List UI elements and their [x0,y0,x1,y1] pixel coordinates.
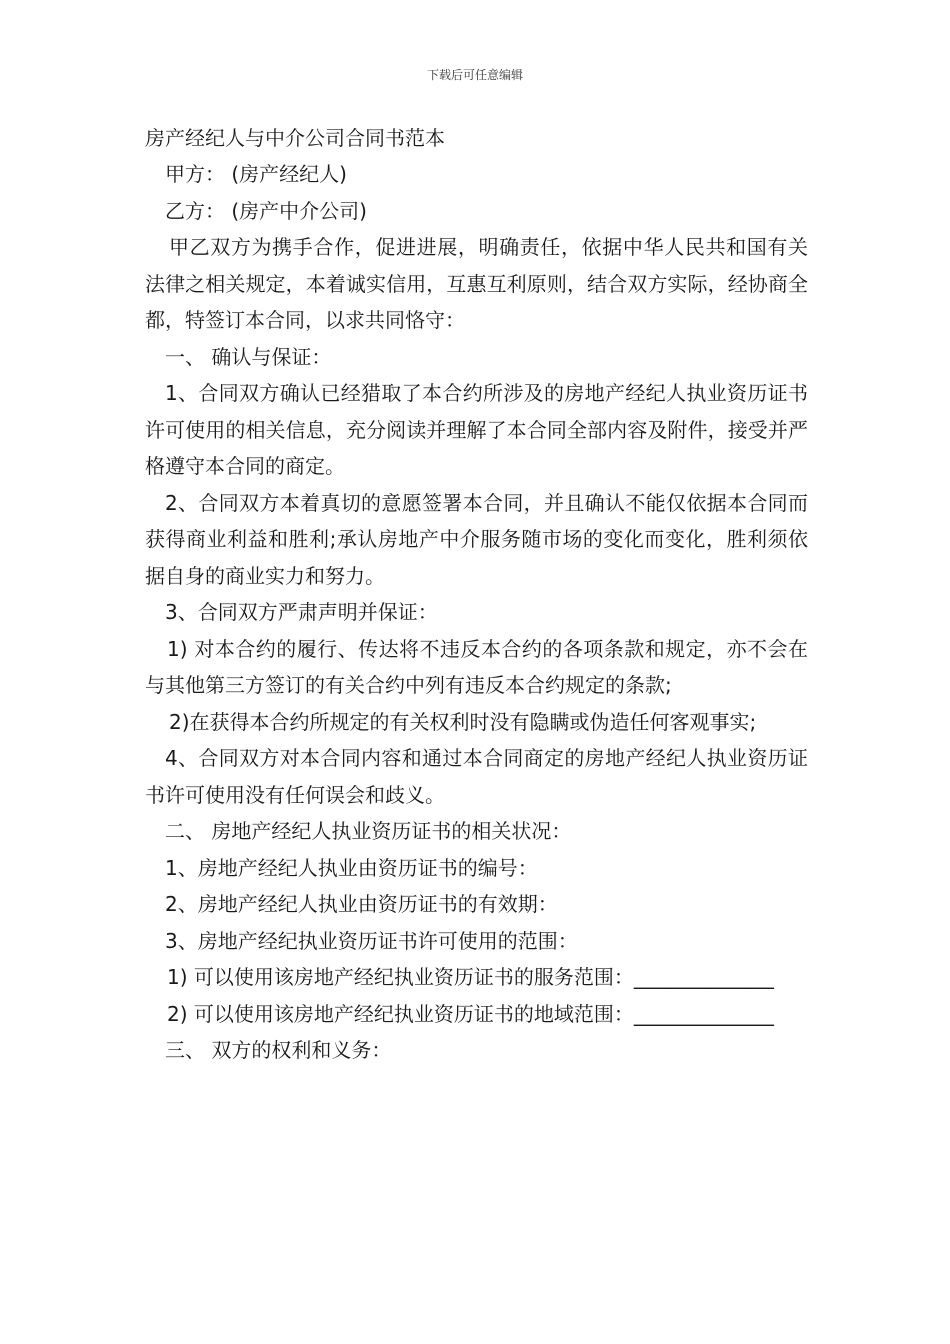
section-1-item-1: 1、合同双方确认已经猎取了本合约所涉及的房地产经纪人执业资历证书许可使用的相关信息，充分阅读并理解了本合同全部内容及附件，接受并严格遵守本合同的商定。 [145,381,808,478]
section-2-item-2: 2、房地产经纪人执业由资历证书的有效期： [165,892,558,916]
section-1-item-3-2: 2)在获得本合约所规定的有关权利时没有隐瞒或伪造任何客观事实; [169,709,757,734]
section-2-item-3-2: 2) 可以使用该房地产经纪执业资历证书的地域范围：______________ [167,1001,774,1026]
section-2-heading: 二、 房地产经纪人执业资历证书的相关状况： [165,819,572,843]
section-1-heading: 一、 确认与保证： [165,344,332,369]
section-2-item-3-1: 1) 可以使用该房地产经纪执业资历证书的服务范围：______________ [167,965,774,989]
section-1-item-2: 2、合同双方本着真切的意愿签署本合同，并且确认不能仅依据本合同而获得商业利益和胜利;承认房地产中介服务随市场的变化而变化，胜利须依据自身的商业实力和努力。 [145,490,808,588]
section-1-item-4: 4、合同双方对本合同内容和通过本合同商定的房地产经纪人执业资历证书许可使用没有任何误会和歧义。 [145,746,808,807]
page-header-note: 下载后可任意编辑 [426,68,523,82]
party-a-line: 甲方： (房产经纪人) [165,162,347,186]
document-body [145,120,808,1069]
section-1-item-3-1: 1) 对本合约的履行、传达将不违反本合约的各项条款和规定，亦不会在与其他第三方签订的有关合约中列有违反本合约规定的条款; [145,636,808,697]
section-3-heading: 三、 双方的权利和义务： [165,1038,392,1062]
party-b-line: 乙方： (房产中介公司) [165,198,367,223]
intro-paragraph: 甲乙双方为携手合作，促进进展，明确责任，依据中华人民共和国有关法律之相关规定，本着诚实信用，互惠互利原则，结合双方实际，经协商全都，特签订本合同，以求共同恪守： [145,235,808,332]
section-1-item-3: 3、合同双方严肃声明并保证： [165,600,438,624]
section-2-item-3: 3、房地产经纪执业资历证书许可使用的范围： [165,928,578,953]
section-2-item-1: 1、房地产经纪人执业由资历证书的编号： [165,855,538,880]
document-title: 房产经纪人与中介公司合同书范本 [145,126,445,150]
